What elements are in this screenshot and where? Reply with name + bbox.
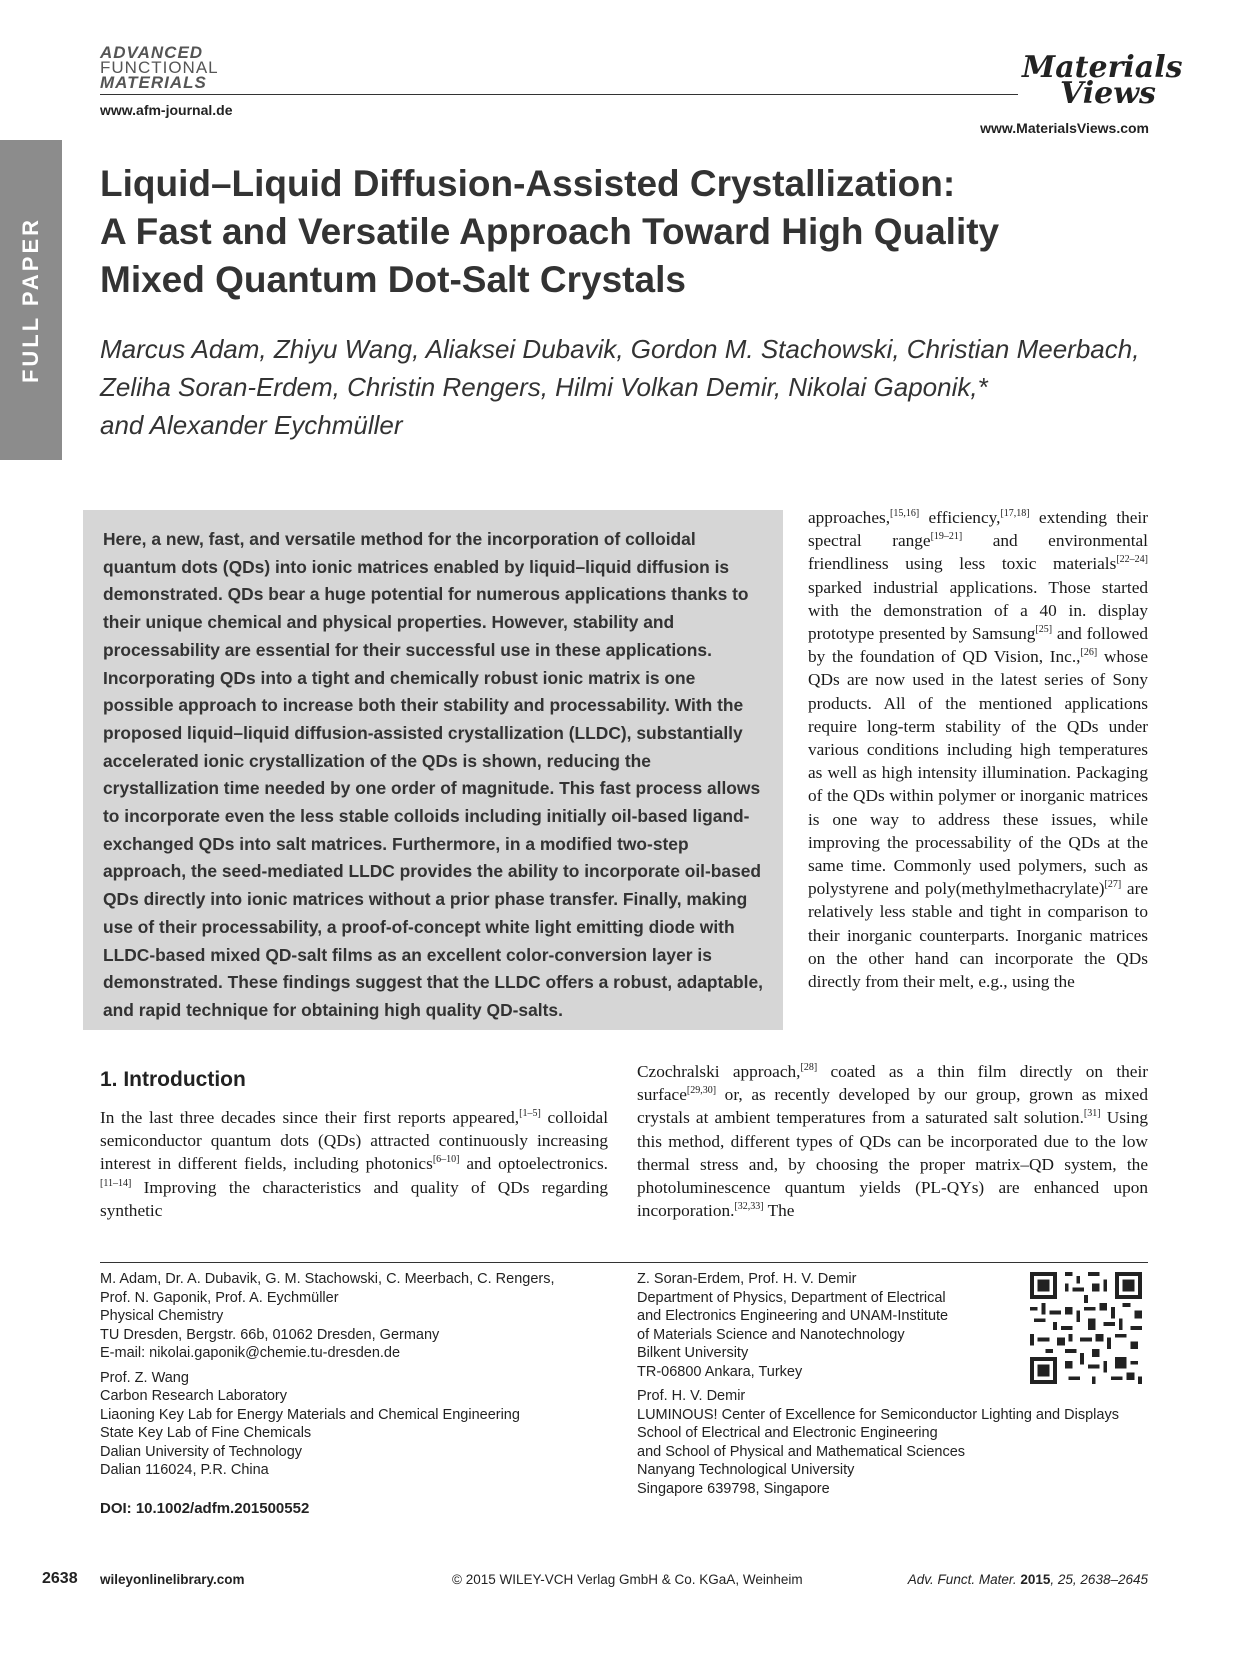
affiliation-line: M. Adam, Dr. A. Dubavik, G. M. Stachowski, C. Meerbach, C. Rengers, — [100, 1271, 555, 1287]
body-text: efficiency, — [919, 508, 1001, 527]
citation-ref[interactable]: [25] — [1035, 624, 1053, 636]
citation-ref[interactable]: [17,18] — [1000, 508, 1030, 520]
abstract-text: Here, a new, fast, and versatile method for the incorporation of colloidal quantum dots (QDs) into ionic matrices enabled by liquid–liquid diffusion is demonstrated. QDs bear a huge potential for numerous applications thanks to their unique chemical and physical properties. However, stability and processability are essential for their successful use in these applications. Incorporating QDs into a tight and chemically robust ionic matrix is one possible approach to increase both their stability and processability. With the proposed liquid–liquid diffusion-assisted crystallization (LLDC), substantially accelerated ionic crystallization of the QDs is shown, reducing the crystallization time needed by one order of magnitude. This fast process allows to incorporate even the less stable colloids including initially oil-based ligand-exchanged QDs into salt matrices. Furthermore, in a modified two-step approach, the seed-mediated LLDC provides the ability to incorporate oil-based QDs directly into ionic matrices without a prior phase transfer. Finally, making use of their processability, a proof-of-concept white light emitting diode with LLDC-based mixed QD-salt films as an excellent color-conversion layer is demonstrated. These findings suggest that the LLDC offers a robust, adaptable, and rapid technique for obtaining high quality QD-salts. — [103, 529, 763, 1020]
body-column-right-top — [808, 506, 1148, 993]
author-list — [100, 330, 1160, 444]
affiliation-line: Bilkent University — [637, 1345, 749, 1361]
citation-ref[interactable]: [15,16] — [890, 508, 920, 520]
body-text: Czochralski approach, — [637, 1062, 801, 1081]
affiliation-line: School of Electrical and Electronic Engineering — [637, 1425, 938, 1441]
body-text: are relatively less stable and tight in comparison to their inorganic counterparts. Inorganic matrices on the other hand can incorporate the QDs directly from their melt, e.g., using the — [808, 879, 1148, 992]
body-text: or, as recently developed by our group, grown as mixed crystals at ambient temperatures from a saturated salt solution. — [637, 1085, 1148, 1128]
body-text: In the last three decades since their first reports appeared, — [100, 1108, 520, 1127]
affiliations-left — [100, 1270, 620, 1480]
citation-ref[interactable]: [27] — [1104, 879, 1122, 891]
section-heading: 1. Introduction — [100, 1068, 246, 1091]
citation-ref[interactable]: [26] — [1080, 647, 1098, 659]
author-line: and Alexander Eychmüller — [100, 410, 403, 440]
body-text: whose QDs are now used in the latest series of Sony products. All of the mentioned applications require long-term stability of the QDs under various conditions including high temperatures as well as high intensity illumination. Packaging of the QDs within polymer or inorganic matrices is one way to address these issues, while improving the processability of the QDs at the same time. Commonly used polymers, such as polystyrene and poly(methylmethacrylate) — [808, 647, 1148, 899]
journal-logo-line2: FUNCTIONAL — [100, 58, 219, 77]
journal-logo-line1: ADVANCED — [100, 43, 204, 62]
affiliation-divider — [100, 1262, 1148, 1263]
journal-logo-line3: MATERIALS — [100, 73, 207, 92]
body-text: Improving the characteristics and quality of QDs regarding synthetic — [100, 1177, 608, 1220]
affiliation-line: of Materials Science and Nanotechnology — [637, 1326, 905, 1343]
affiliation-email[interactable]: E-mail: nikolai.gaponik@chemie.tu-dresden.de — [100, 1345, 401, 1361]
journal-url[interactable]: www.afm-journal.de — [100, 102, 233, 118]
affiliation-line: LUMINOUS! Center of Excellence for Semiconductor Lighting and Displays — [637, 1406, 1119, 1423]
page-number: 2638 — [42, 1570, 78, 1587]
affiliation-line: TU Dresden, Bergstr. 66b, 01062 Dresden, Germany — [100, 1326, 440, 1343]
footer-site-link[interactable]: wileyonlinelibrary.com — [100, 1572, 245, 1587]
qr-code-icon[interactable] — [1030, 1272, 1142, 1384]
body-text: coated as a thin film directly on their surface — [637, 1062, 1148, 1105]
citation-ref[interactable]: [22–24] — [1116, 554, 1148, 566]
publisher-url[interactable]: www.MaterialsViews.com — [980, 120, 1149, 136]
body-text: Using this method, different types of QDs can be incorporated due to the low thermal stress and, by choosing the proper matrix–QD system, the photoluminescence quantum yields (PL-QYs) are enhanced upon incorporation. — [637, 1108, 1149, 1221]
affiliation-line: Z. Soran-Erdem, Prof. H. V. Demir — [637, 1271, 857, 1287]
article-title — [100, 160, 1100, 304]
author-line: Zeliha Soran-Erdem, Christin Rengers, Hilmi Volkan Demir, Nikolai Gaponik,* — [100, 372, 988, 402]
body-text: colloidal semiconductor quantum dots (QDs) attracted continuously increasing interest in different fields, including photonics — [100, 1108, 608, 1174]
affiliation-line: Singapore 639798, Singapore — [637, 1480, 830, 1497]
publisher-logo-line1: Materials — [1022, 50, 1183, 85]
affiliation-line: State Key Lab of Fine Chemicals — [100, 1425, 312, 1441]
body-column-right-bottom — [637, 1060, 1148, 1222]
body-text: The — [763, 1201, 795, 1221]
journal-logo — [100, 45, 219, 90]
title-line: Mixed Quantum Dot-Salt Crystals — [100, 259, 686, 300]
affiliation-line: Nanyang Technological University — [637, 1462, 855, 1478]
body-text: and optoelectronics. — [459, 1154, 608, 1174]
citation-ref[interactable]: [1–5] — [519, 1108, 541, 1120]
body-column-left — [100, 1106, 608, 1222]
publisher-logo-line2: Views — [1060, 76, 1156, 111]
title-line: Liquid–Liquid Diffusion-Assisted Crystallization: — [100, 163, 956, 204]
citation-ref[interactable]: [11–14] — [100, 1177, 132, 1189]
body-text: and environmental friendliness using less toxic materials — [808, 531, 1148, 574]
affiliation-line: Prof. N. Gaponik, Prof. A. Eychmüller — [100, 1289, 339, 1306]
citation-volume-pages: , 25, 2638–2645 — [1050, 1572, 1148, 1587]
copyright: © 2015 WILEY-VCH Verlag GmbH & Co. KGaA, Weinheim — [452, 1572, 803, 1587]
affiliation-line: and Electronics Engineering and UNAM-Institute — [637, 1308, 949, 1324]
body-text: and followed by the foundation of QD Vision, Inc., — [808, 624, 1148, 667]
doi[interactable]: DOI: 10.1002/adfm.201500552 — [100, 1500, 310, 1517]
citation-ref[interactable]: [31] — [1083, 1108, 1101, 1120]
body-text: sparked industrial applications. Those started with the demonstration of a 40 in. display prototype presented by Samsung — [808, 577, 1148, 644]
affiliation-line: Department of Physics, Department of Electrical — [637, 1289, 946, 1306]
section-tab — [0, 140, 62, 460]
abstract-box — [83, 510, 783, 1030]
citation-journal: Adv. Funct. Mater. — [907, 1572, 1017, 1587]
citation-ref[interactable]: [32,33] — [734, 1201, 764, 1213]
citation-ref[interactable]: [6–10] — [432, 1154, 460, 1166]
citation-ref[interactable]: [28] — [800, 1062, 818, 1074]
affiliation-line: TR-06800 Ankara, Turkey — [637, 1363, 803, 1380]
affiliation-line: Carbon Research Laboratory — [100, 1388, 287, 1404]
title-line: A Fast and Versatile Approach Toward High Quality — [100, 211, 1000, 252]
citation-ref[interactable]: [29,30] — [686, 1085, 717, 1097]
affiliation-line: Dalian 116024, P.R. China — [100, 1462, 269, 1478]
affiliation-line: Prof. Z. Wang — [100, 1369, 189, 1386]
affiliation-line: Liaoning Key Lab for Energy Materials and Chemical Engineering — [100, 1406, 520, 1423]
author-line: Marcus Adam, Zhiyu Wang, Aliaksei Dubavik, Gordon M. Stachowski, Christian Meerbach, — [100, 334, 1140, 364]
affiliation-line: Physical Chemistry — [100, 1308, 224, 1324]
affiliation-line: Dalian University of Technology — [100, 1443, 303, 1460]
affiliation-line: and School of Physical and Mathematical Sciences — [637, 1443, 966, 1460]
citation — [908, 1572, 1148, 1587]
header-divider — [100, 94, 1018, 95]
citation-ref[interactable]: [19–21] — [930, 531, 963, 543]
body-text: approaches, — [808, 508, 891, 527]
publisher-logo — [1022, 48, 1183, 112]
section-tab-label: FULL PAPER — [18, 216, 43, 384]
affiliation-line: Prof. H. V. Demir — [637, 1388, 746, 1404]
body-text: extending their spectral range — [808, 508, 1148, 551]
citation-year: 2015 — [1020, 1572, 1051, 1587]
